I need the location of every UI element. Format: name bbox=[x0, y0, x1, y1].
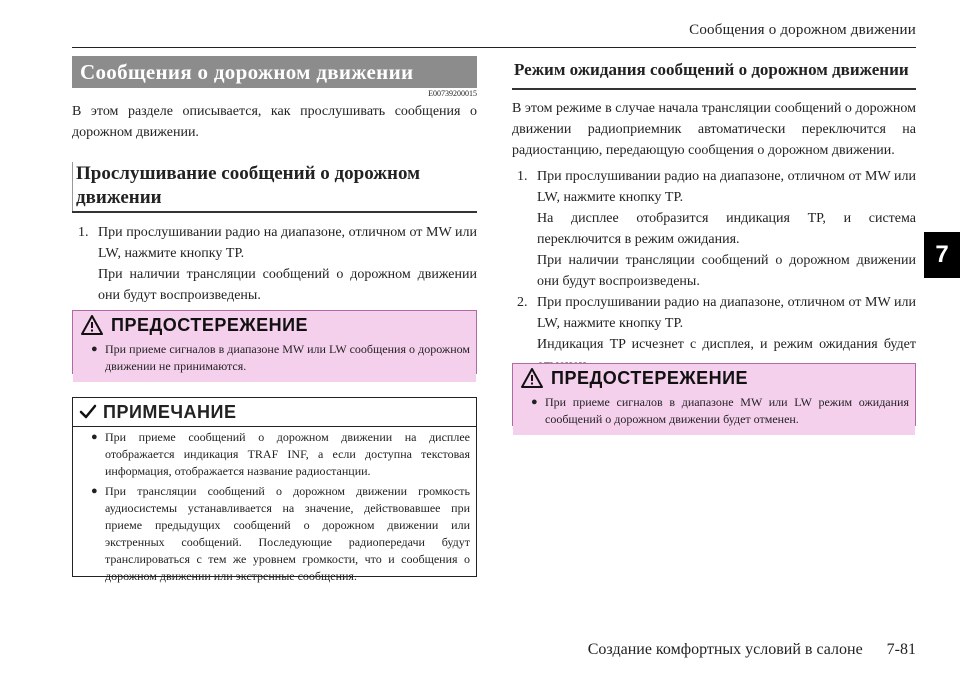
steps-list bbox=[78, 222, 477, 306]
right-section-title: Режим ожидания сообщений о дорожном движении bbox=[514, 60, 909, 79]
bullet-icon: ● bbox=[531, 396, 538, 408]
warning-icon bbox=[521, 368, 543, 388]
step-text: При прослушивании радио на диапазоне, отличном от MW или LW, нажмите кнопку TP. bbox=[537, 169, 916, 205]
header-rule bbox=[72, 47, 916, 48]
warning-icon bbox=[81, 315, 103, 335]
step-text: На дисплее отобразится индикация TP, и система переключится в режим ожидания. bbox=[537, 211, 916, 247]
chapter-tab: 7 bbox=[924, 232, 960, 278]
note-item: ● При трансляции сообщений о дорожном движении громкость аудиосистемы устанавливается на значение, действовавшее при приеме предыдущих сообщений о дорожном движении или экстренных сообщений. Последующие радиопередачи будут транслироваться с тем же уровнем громкости, что и сообщения о дорожном движении или экстренные сообщения. bbox=[91, 484, 470, 583]
document-code: E00739200015 bbox=[428, 89, 477, 98]
step-text: Индикация TP исчезнет с дисплея, и режим ожидания будет bbox=[537, 337, 916, 352]
checkmark-icon bbox=[79, 403, 97, 421]
caution-body bbox=[73, 339, 476, 382]
step-text: При прослушивании радио на диапазоне, отличном от MW или LW, нажмите кнопку TP. bbox=[537, 295, 916, 331]
step-item bbox=[78, 222, 477, 306]
step-text: При наличии трансляции сообщений о дорожном движении они будут воспроизведены. bbox=[98, 267, 477, 303]
right-steps-list bbox=[517, 166, 916, 376]
section-title-bar bbox=[72, 56, 477, 88]
right-caution-box bbox=[512, 363, 916, 426]
page-number: 7-81 bbox=[886, 641, 916, 658]
caution-item: ● При приеме сигналов в диапазоне MW или LW сообщения о дорожном движении не принимаются. bbox=[91, 342, 470, 373]
bullet-icon: ● bbox=[91, 431, 98, 443]
step-text: При прослушивании радио на диапазоне, отличном от MW или LW, нажмите кнопку TP. bbox=[98, 225, 477, 261]
step-number: 1. bbox=[517, 169, 528, 184]
intro-paragraph: В этом разделе описывается, как прослушивать сообщения о дорожном движении. bbox=[72, 104, 477, 140]
caution-body bbox=[513, 392, 915, 435]
step-text: При наличии трансляции сообщений о дорожном движении они будут воспроизведены. bbox=[537, 253, 916, 289]
right-intro-paragraph: В этом режиме в случае начала трансляции сообщений о дорожном движении радиоприемник автоматически переключится на радиостанцию, передающую сообщения о дорожном движении. bbox=[512, 101, 916, 158]
caution-item: ● При приеме сигналов в диапазоне MW или LW режим ожидания сообщений о дорожном движении будет отменен. bbox=[531, 395, 909, 426]
step-number: 2. bbox=[517, 295, 528, 310]
page-header-title: Сообщения о дорожном движении bbox=[689, 22, 916, 38]
caution-title: ПРЕДОСТЕРЕЖЕНИЕ bbox=[551, 367, 749, 388]
note-box bbox=[72, 397, 477, 583]
note-header bbox=[73, 398, 476, 427]
page-footer bbox=[560, 641, 916, 659]
subsection-title: Прослушивание сообщений о дорожном движении bbox=[72, 162, 477, 211]
step-item bbox=[517, 166, 916, 292]
subsection-rule bbox=[72, 211, 477, 213]
bullet-icon: ● bbox=[91, 485, 98, 497]
bullet-icon: ● bbox=[91, 343, 98, 355]
footer-section: Создание комфортных условий в салоне bbox=[587, 641, 863, 658]
note-title: ПРИМЕЧАНИЕ bbox=[103, 401, 237, 422]
right-section-rule bbox=[512, 88, 916, 90]
note-item: ● При приеме сообщений о дорожном движении на дисплее отображается индикация TRAF INF, а если доступна текстовая информация, отображается название радиостанции. bbox=[91, 430, 470, 478]
step-number: 1. bbox=[78, 225, 89, 240]
caution-title: ПРЕДОСТЕРЕЖЕНИЕ bbox=[111, 314, 309, 335]
caution-header bbox=[513, 364, 915, 392]
section-title: Сообщения о дорожном движении bbox=[80, 59, 414, 84]
caution-box bbox=[72, 310, 477, 374]
caution-header bbox=[73, 311, 476, 339]
